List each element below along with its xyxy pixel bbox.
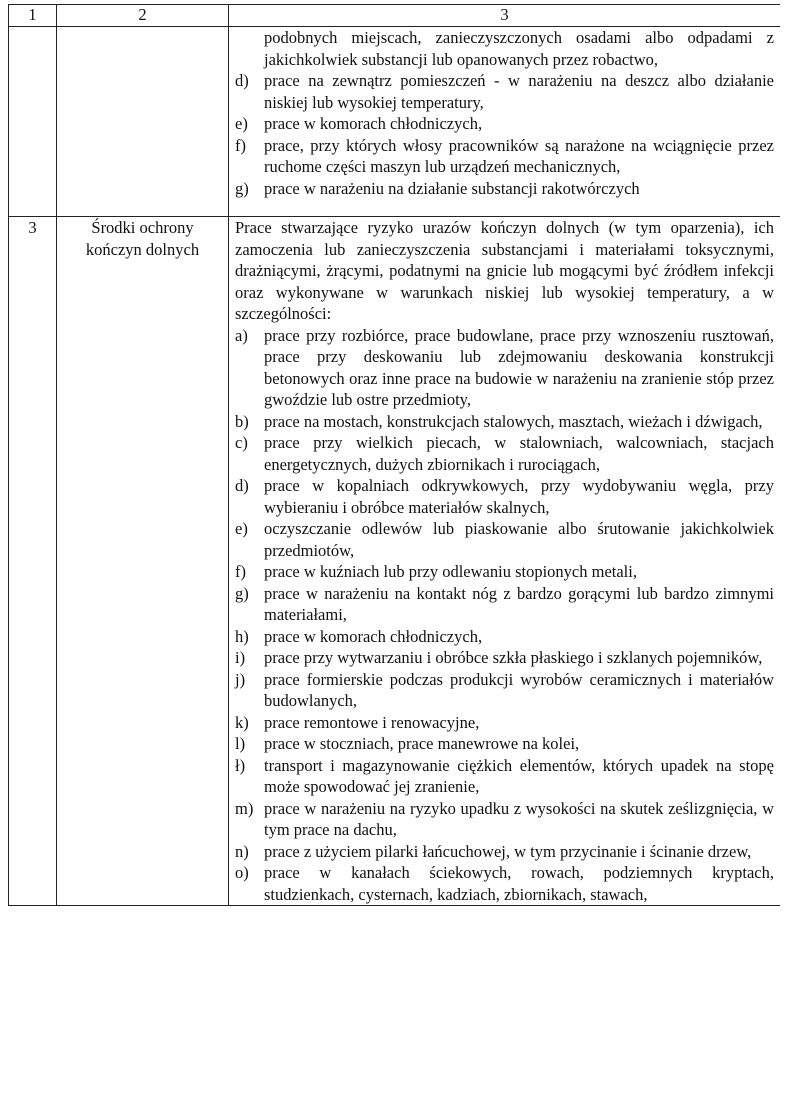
list-item [235, 669, 774, 712]
list-item [235, 518, 774, 561]
list-item [235, 135, 774, 178]
list-item [235, 733, 774, 755]
item-text: prace z użyciem pilarki łańcuchowej, w tym przycinanie i ścinanie drzew, [264, 841, 752, 861]
item-text: prace w komorach chłodniczych, [264, 626, 483, 646]
column-header-1: 1 [9, 5, 57, 27]
continued-table-row [9, 27, 781, 217]
list-item [235, 475, 774, 518]
item-marker: a) [235, 325, 248, 345]
continued-description-cell [229, 27, 781, 217]
item-marker: c) [235, 433, 248, 452]
item-text: oczyszczanie odlewów lub piaskowanie albo śrutowanie jakichkolwiek przedmiotów, [264, 519, 774, 560]
list-item [235, 561, 774, 583]
continued-item-list [235, 27, 774, 199]
item-text: prace w narażeniu na działanie substancji rakotwórczych [264, 178, 640, 198]
item-marker: o) [235, 863, 249, 882]
ppe-requirements-table [8, 4, 780, 906]
item-text: prace formierskie podczas produkcji wyrobów ceramicznych i materiałów budowlanych, [264, 669, 774, 710]
item-text: prace, przy których włosy pracowników są narażone na wciągnięcie przez ruchome części maszyn lub urządzeń mechanicznych, [264, 135, 774, 176]
list-item [235, 411, 774, 433]
table-row-lower-limb-protection [9, 217, 781, 906]
item-marker: h) [235, 626, 249, 646]
item-text: prace w komorach chłodniczych, [264, 114, 483, 133]
item-marker: e) [235, 519, 248, 538]
continued-name-cell [57, 27, 229, 217]
item-text: transport i magazynowanie ciężkich elementów, których upadek na stopę może spowodować jej zranienie, [264, 755, 774, 796]
list-item [235, 712, 774, 734]
item-text: prace w kopalniach odkrywkowych, przy wydobywaniu węgla, przy wybieraniu i obróbce materiałów skalnych, [264, 476, 774, 517]
item-text: prace remontowe i renowacyjne, [264, 712, 480, 732]
item-marker: n) [235, 841, 249, 861]
item-marker: j) [235, 669, 246, 689]
item-text: prace w stoczniach, prace manewrowe na kolei, [264, 734, 580, 753]
item-text: prace w narażeniu na ryzyko upadku z wysokości na skutek ześlizgnięcia, w tym prace na dachu, [264, 798, 774, 839]
cell-bottom-space [235, 199, 774, 216]
item-marker: m) [235, 798, 254, 818]
item-text: prace na zewnątrz pomieszczeń - w narażeniu na deszcz albo działanie niskiej lub wysokiej temperatury, [264, 71, 774, 112]
list-item [235, 647, 774, 669]
list-item [235, 841, 774, 863]
list-item [235, 862, 774, 905]
list-item [235, 755, 774, 798]
work-item-list [235, 325, 774, 906]
work-description-intro: Prace stwarzające ryzyko urazów kończyn dolnych (w tym oparzenia), ich zamoczenia lub zanieczyszczenia substancjami i materiałami toksycznymi, drażniącymi, żrącymi, podatnymi na gnicie lub mogącymi być źródłem infekcji oraz wykonywane w warunkach niskiej lub wysokiej temperatury, a w szczególności: [235, 218, 774, 323]
list-item [235, 626, 774, 648]
column-header-2: 2 [57, 5, 229, 27]
list-item [235, 70, 774, 113]
item-marker: d) [235, 476, 249, 495]
row-number: 3 [9, 217, 57, 906]
item-text: prace w narażeniu na kontakt nóg z bardzo gorącymi lub bardzo zimnymi materiałami, [264, 583, 774, 624]
item-text: prace przy wytwarzaniu i obróbce szkła płaskiego i szklanych pojemników, [264, 648, 763, 667]
item-text: prace w kanałach ściekowych, rowach, podziemnych kryptach, studzienkach, cysternach, kadziach, zbiornikach, stawach, [264, 863, 774, 904]
column-number-header-row [9, 5, 781, 27]
item-text: prace w kuźniach lub przy odlewaniu stopionych metali, [264, 562, 637, 581]
list-item [235, 798, 774, 841]
item-marker: g) [235, 178, 249, 198]
item-marker: i) [235, 648, 246, 667]
list-item [235, 583, 774, 626]
item-marker: f) [235, 135, 246, 155]
protection-category-name: Środki ochrony kończyn dolnych [57, 217, 229, 906]
item-marker: d) [235, 71, 249, 90]
item-marker: l) [235, 734, 246, 753]
item-marker: g) [235, 583, 249, 603]
item-marker: e) [235, 114, 248, 133]
item-text: prace na mostach, konstrukcjach stalowych, masztach, wieżach i dźwigach, [264, 411, 763, 431]
list-item [235, 432, 774, 475]
list-item [235, 178, 774, 200]
item-marker: f) [235, 562, 246, 581]
item-text: prace przy rozbiórce, prace budowlane, prace przy wznoszeniu rusztowań, prace przy deskowaniu lub zdejmowaniu deskowania konstrukcji betonowych oraz inne prace na budowie w narażeniu na zranienie stóp przez gwoździe lub ostre przedmioty, [264, 325, 774, 409]
item-marker: b) [235, 411, 249, 431]
list-item [235, 113, 774, 135]
item-text: prace przy wielkich piecach, w stalowniach, walcowniach, stacjach energetycznych, dużych zbiornikach i rurociągach, [264, 433, 774, 474]
item-marker: k) [235, 712, 249, 732]
item-marker: ł) [235, 755, 246, 775]
continued-number-cell [9, 27, 57, 217]
work-description-cell [229, 217, 781, 906]
continued-lead-text: podobnych miejscach, zanieczyszczonych osadami albo odpadami z jakichkolwiek substancji lub opanowanych przez robactwo, [264, 28, 774, 69]
document-page [8, 4, 780, 1108]
column-header-3: 3 [229, 5, 781, 27]
list-item [235, 325, 774, 411]
